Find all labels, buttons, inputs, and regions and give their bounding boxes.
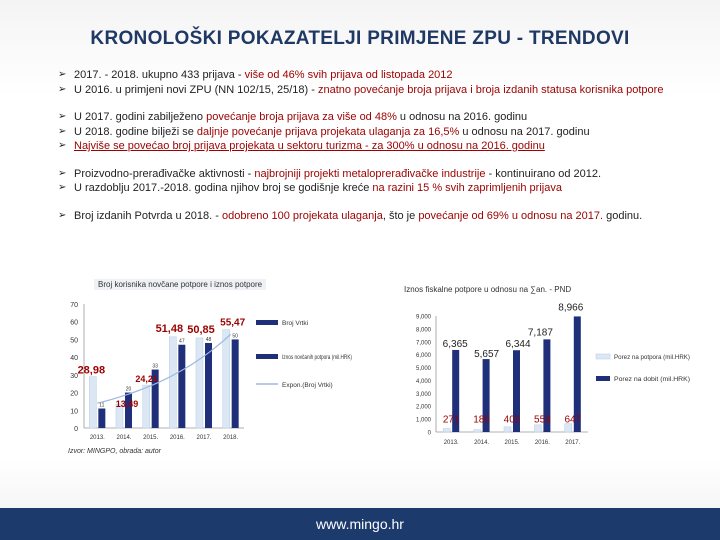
y-tick-label: 4,000	[415, 378, 431, 385]
y-tick-label: 6,000	[415, 353, 431, 360]
bullet-highlight: znatno povećanje broja prijava i broja izdanih statusa korisnika potpore	[317, 83, 664, 96]
bullet-group-3	[58, 167, 690, 196]
x-tick-label: 2016.	[169, 435, 185, 441]
x-tick-label: 2014.	[116, 435, 132, 441]
x-tick-label: 2016.	[534, 440, 550, 446]
page-title: KRONOLOŠKI POKAZATELJI PRIMJENE ZPU - TRENDOVI	[90, 28, 630, 49]
bullet-item	[58, 68, 690, 83]
bullet-item	[58, 167, 690, 182]
bullet-item	[58, 181, 690, 196]
bullet-text: Broj izdanih Potvrda u 2018. -	[74, 209, 222, 222]
bar-dobit-light	[504, 427, 511, 432]
legend-label: Porez na potpora (mil.HRK)	[614, 354, 690, 361]
bullet-highlight: povećanje od 69% u odnosu na 2017.	[418, 209, 604, 222]
left-chart-caption: Broj korisnika novčane potpore i iznos potpore	[94, 279, 266, 290]
big-value-label: 5,657	[474, 349, 500, 361]
bullet-group-2	[58, 110, 690, 154]
legend-swatch	[256, 320, 278, 325]
x-tick-label: 2013.	[89, 435, 105, 441]
bullet-item	[58, 110, 690, 125]
bullet-list	[58, 68, 690, 236]
y-tick-label: 8,000	[415, 327, 431, 334]
legend-label: Expon.(Broj Vrtki)	[282, 382, 333, 389]
y-tick-label: 30	[70, 372, 78, 380]
legend-swatch	[596, 354, 610, 359]
y-tick-label: 50	[70, 337, 78, 345]
y-tick-label: 10	[70, 408, 78, 416]
x-tick-label: 2018.	[223, 435, 239, 441]
bar-iznos	[196, 338, 203, 428]
small-value-label: 647	[564, 414, 582, 426]
small-value-label: 185	[473, 414, 490, 426]
small-value-label: 402	[503, 414, 521, 426]
bullet-text: u odnosu na 2017. godinu	[459, 125, 590, 138]
iznos-label: 28,98	[77, 364, 106, 377]
bullet-item	[58, 139, 690, 154]
iznos-label: 50,85	[187, 323, 215, 336]
x-tick-label: 2013.	[443, 440, 459, 446]
bar-label: 47	[179, 338, 185, 345]
bar-broj	[98, 409, 105, 428]
y-tick-label: 60	[70, 319, 78, 327]
footer-bar	[0, 508, 720, 540]
iznos-label: 51,48	[155, 322, 184, 335]
bullet-item	[58, 125, 690, 140]
x-tick-label: 2015.	[504, 440, 520, 446]
y-tick-label: 9,000	[415, 314, 431, 321]
y-tick-label: 70	[70, 302, 78, 309]
x-tick-label: 2017.	[565, 440, 581, 446]
bar-dobit-light	[474, 430, 481, 432]
right-chart-caption: Iznos fiskalne potpore u odnosu na ∑an. - PND	[404, 285, 572, 294]
y-tick-label: 20	[70, 390, 78, 398]
legend-label: Broj Vrtki	[282, 320, 309, 327]
bar-iznos	[143, 385, 150, 428]
big-value-label: 7,187	[527, 327, 553, 339]
legend-swatch	[256, 354, 278, 359]
bar-label: 33	[152, 363, 158, 370]
right-chart	[398, 296, 694, 444]
y-tick-label: 5,000	[415, 366, 431, 373]
big-value-label: 8,966	[558, 302, 584, 314]
bullet-group-4	[58, 209, 690, 224]
footer-url: www.mingo.hr	[316, 516, 404, 532]
bar-dobit-light	[534, 425, 541, 432]
iznos-label: 24,21	[135, 374, 158, 385]
bullet-text: U 2018. godine bilježi se	[74, 125, 197, 138]
bullet-highlight: daljnje povećanje prijava projekata ulaganja za 16,5%	[196, 125, 460, 138]
bullet-text: U 2016. u primjeni novi ZPU (NN 102/15, 25/18) -	[74, 83, 318, 96]
bullet-text: , što je	[382, 209, 419, 222]
legend-label: Porez na dobit (mil.HRK)	[614, 376, 690, 383]
bar-label: 50	[232, 333, 238, 340]
source-note: Izvor: MINGPO, obrada: autor	[68, 448, 161, 455]
bullet-highlight: odobreno 100 projekata ulaganja	[221, 209, 383, 222]
left-chart	[58, 296, 358, 444]
bar-dobit-light	[443, 429, 450, 432]
legend-swatch	[596, 376, 610, 381]
bullet-item	[58, 83, 690, 98]
bar-broj	[232, 339, 239, 428]
bullet-text: Proizvodno-prerađivačke aktivnosti -	[74, 167, 255, 180]
bullet-item	[58, 209, 690, 224]
small-value-label: 271	[442, 414, 460, 426]
bar-label: 48	[205, 336, 212, 343]
legend-label: Iznos novčanih potpora (mil.HRK)	[282, 354, 352, 361]
x-tick-label: 2014.	[474, 440, 490, 446]
bullet-highlight: više od 46% svih prijava od listopada 2012	[244, 69, 453, 81]
x-tick-label: 2017.	[196, 435, 212, 441]
bullet-text: U razdoblju 2017.-2018. godina njihov broj se godišnje kreće	[74, 182, 373, 194]
bullet-text: 2017. - 2018. ukupno 433 prijava -	[74, 69, 245, 81]
small-value-label: 553	[534, 414, 551, 426]
bullet-highlight: povećanje broja prijava za više od 48%	[206, 111, 397, 123]
y-tick-label: 1,000	[415, 417, 431, 424]
y-tick-label: 0	[74, 426, 78, 433]
big-value-label: 6,344	[505, 339, 531, 351]
bar-iznos	[89, 377, 96, 428]
bullet-text: godinu.	[603, 209, 643, 222]
bullet-text: u odnosu na 2016. godinu	[396, 111, 528, 123]
iznos-label: 55,47	[220, 317, 246, 329]
bar-label: 20	[125, 386, 132, 393]
y-tick-label: 2,000	[415, 404, 431, 411]
bar-broj	[178, 345, 185, 428]
bar-broj	[205, 343, 212, 428]
bullet-highlight: na razini 15 % svih zaprimljenih prijava	[372, 182, 562, 194]
bar-label: 11	[99, 402, 105, 409]
bullet-highlight: najbrojniji projekti metaloprerađivačke industrije	[254, 167, 486, 180]
y-tick-label: 0	[427, 430, 431, 437]
bar-iznos	[169, 337, 176, 428]
x-tick-label: 2015.	[143, 435, 159, 441]
bullet-text: - kontinuirano od 2012.	[485, 167, 602, 180]
bar-iznos	[223, 330, 230, 428]
y-tick-label: 7,000	[415, 340, 431, 347]
y-tick-label: 3,000	[415, 391, 431, 398]
iznos-label: 13,49	[115, 399, 139, 410]
bullet-text: U 2017. godini zabilježeno	[74, 111, 207, 123]
y-tick-label: 40	[70, 355, 78, 363]
bar-broj	[125, 393, 132, 428]
bullet-highlight: Najviše se povećao broj prijava projekata u sektoru turizma - za 300% u odnosu na 2016. godinu	[74, 140, 545, 152]
big-value-label: 6,365	[442, 338, 468, 350]
bullet-group-1	[58, 68, 690, 97]
